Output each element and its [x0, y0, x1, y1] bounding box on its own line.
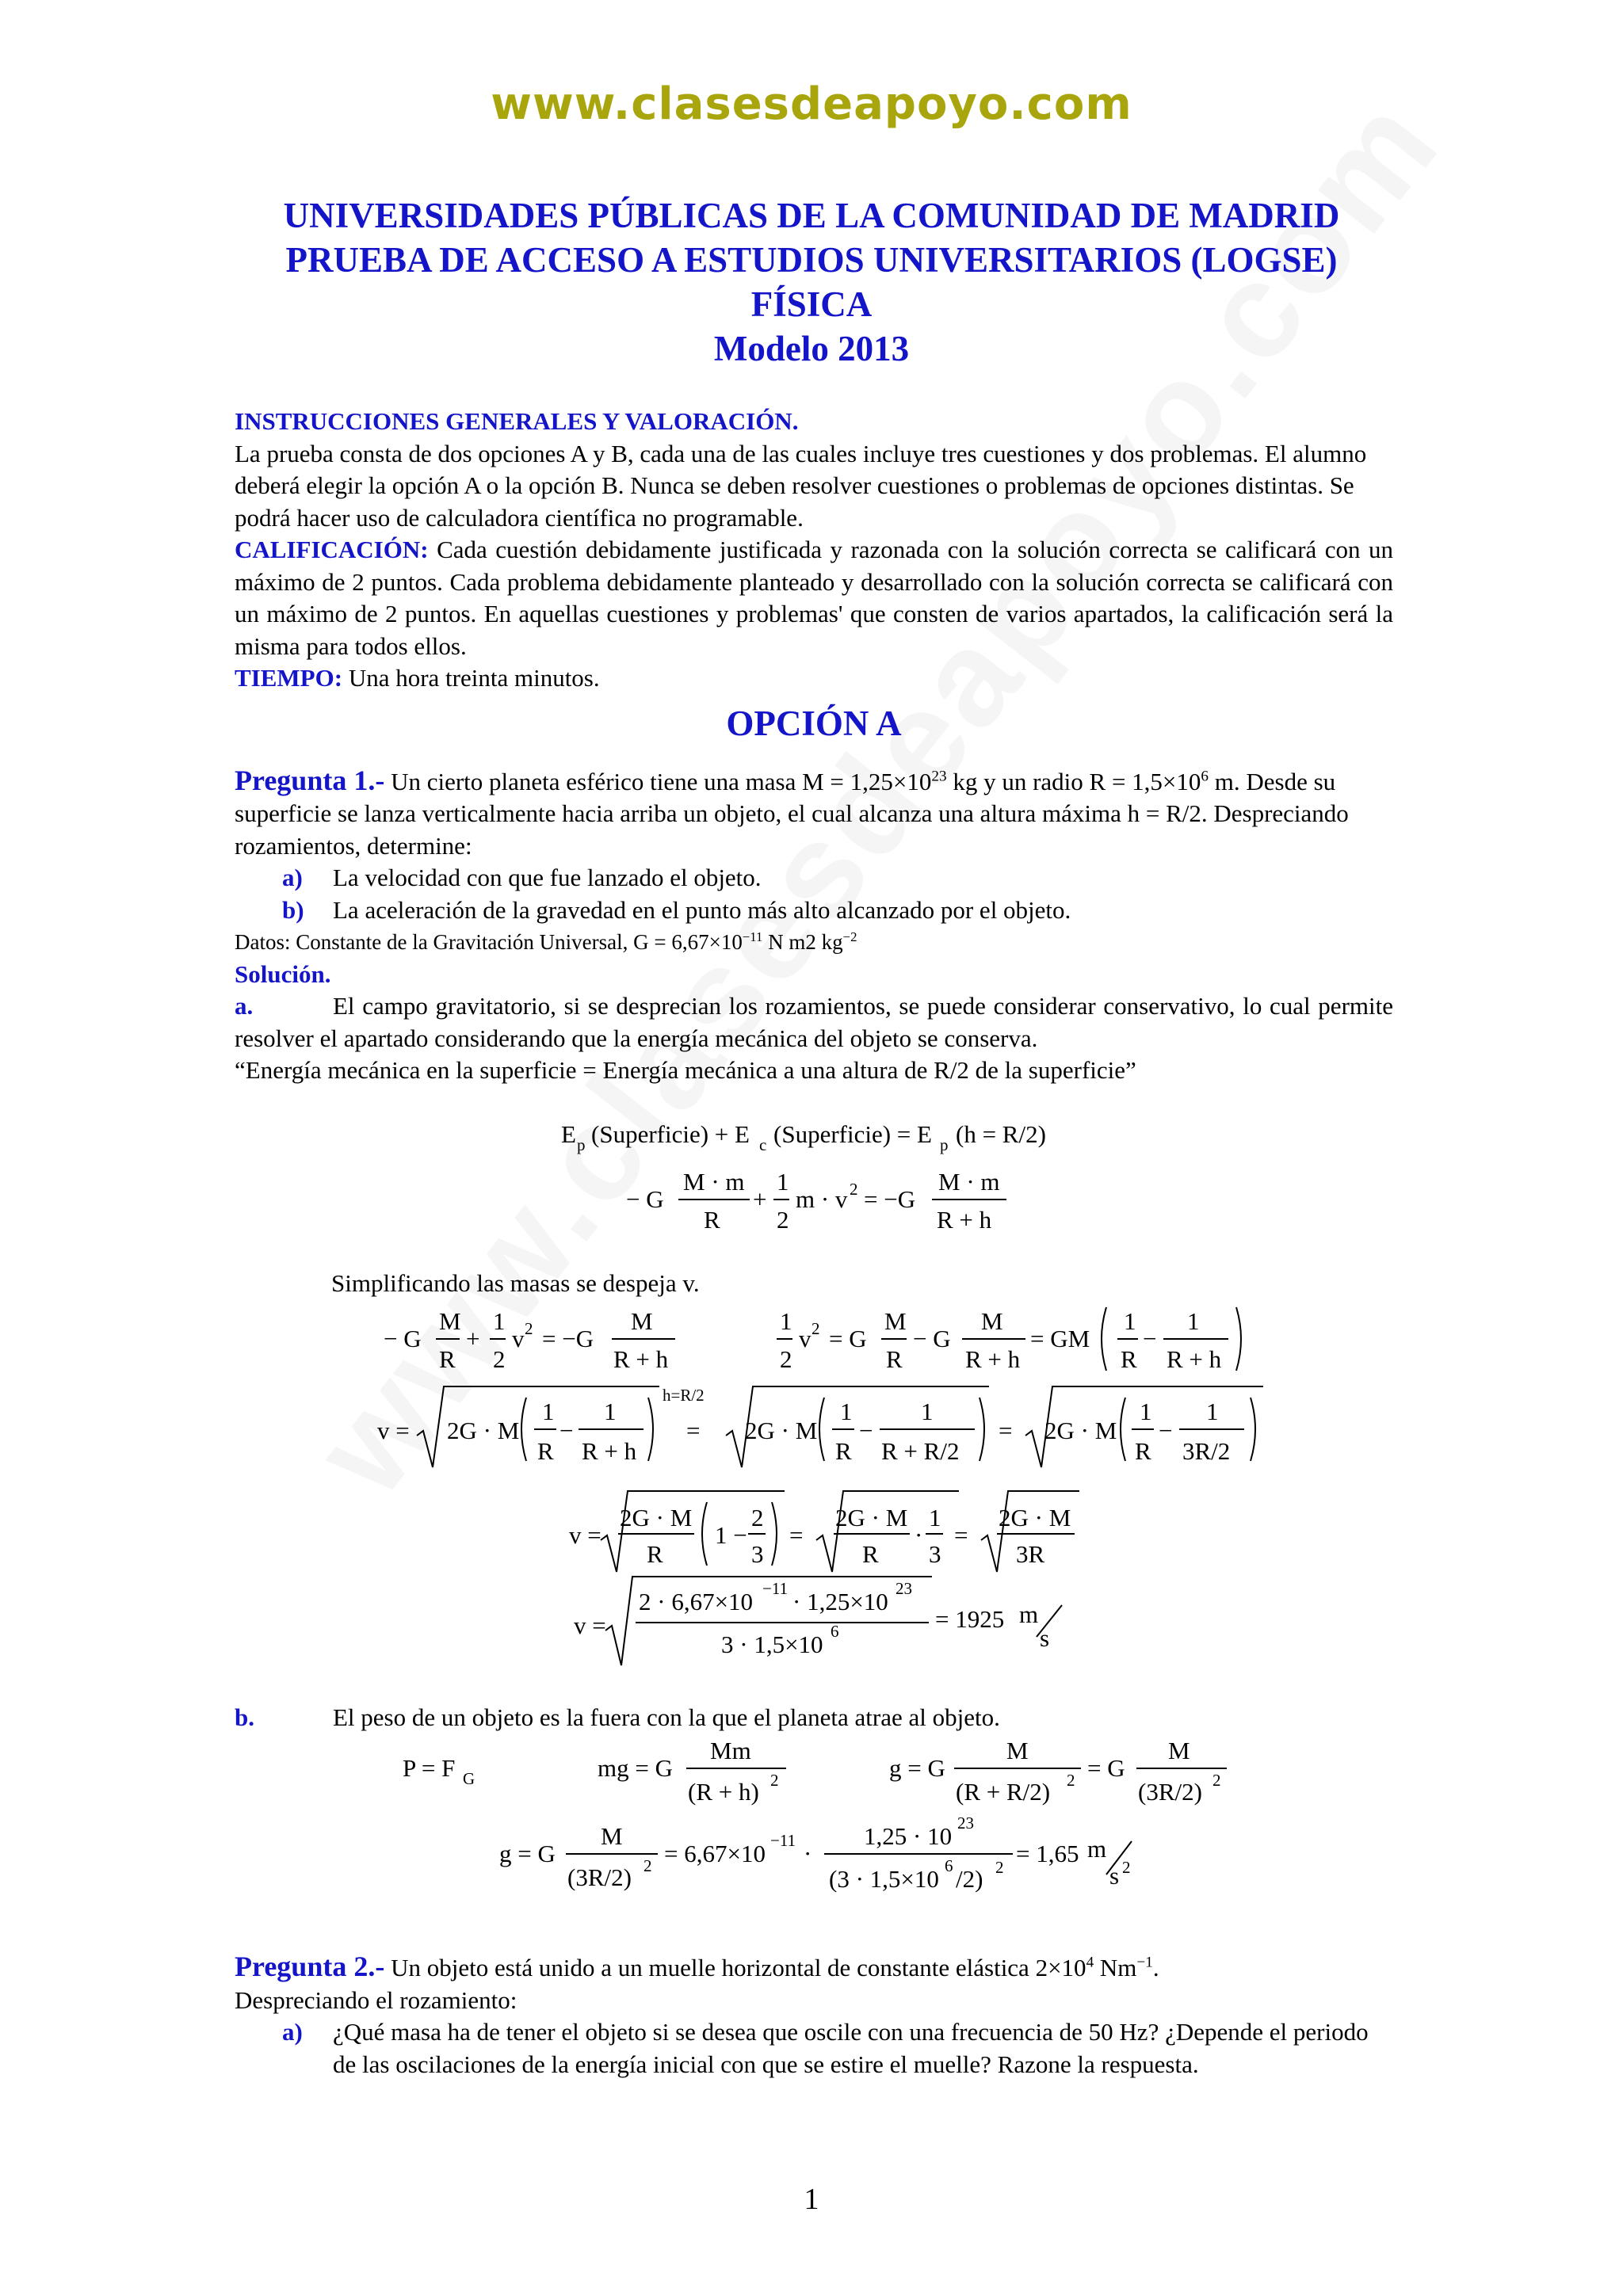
svg-text:= −G: = −G [542, 1325, 594, 1352]
svg-text:2: 2 [1067, 1771, 1075, 1790]
eq1-sub-p2: p [940, 1135, 949, 1154]
part-b-label: b) [282, 895, 304, 924]
svg-text:R + h: R + h [582, 1437, 637, 1465]
svg-text:R: R [439, 1345, 456, 1373]
simplificando-text: Simplificando las masas se despeja v. [331, 1269, 700, 1297]
svg-text:1: 1 [840, 1398, 853, 1425]
svg-text:=: = [789, 1521, 804, 1549]
svg-text:M: M [439, 1307, 461, 1335]
svg-text:2: 2 [812, 1319, 820, 1338]
unit-m: m [1019, 1600, 1039, 1628]
tiempo-text: Una hora treinta minutos. [348, 664, 600, 692]
calificacion-label: CALIFICACIÓN: [235, 536, 429, 563]
svg-text:2G · M: 2G · M [1044, 1417, 1117, 1444]
question-2-exp-2: −1 [1136, 1954, 1153, 1971]
svg-text:m · v: m · v [796, 1185, 848, 1213]
solucion-quote: “Energía mecánica en la superficie = Energía mecánica a una altura de R/2 de la superficie” [235, 1056, 1136, 1084]
svg-text:=: = [999, 1417, 1013, 1444]
svg-text:M: M [601, 1822, 623, 1850]
unit-s2: s [1109, 1862, 1120, 1890]
svg-text:+: + [466, 1325, 480, 1352]
svg-text:v: v [512, 1325, 525, 1352]
svg-text:R: R [537, 1437, 554, 1465]
svg-text:1: 1 [604, 1398, 617, 1425]
svg-text:G: G [463, 1769, 475, 1788]
equation-velocity-simplified [569, 1491, 1079, 1572]
h-eq-r2-label: h=R/2 [663, 1386, 705, 1405]
svg-text:R: R [835, 1437, 852, 1465]
svg-text:2G · M: 2G · M [745, 1417, 818, 1444]
solucion-b-text: El peso de un objeto es la fuera con la que el planeta atrae al objeto. [333, 1703, 1000, 1731]
question-2-text-1: Un objeto está unido a un muelle horizontal de constante elástica 2×10 [391, 1954, 1086, 1981]
equation-velocity-sqrt [377, 1386, 1263, 1467]
part-a-text: La velocidad con que fue lanzado el objeto. [333, 864, 762, 891]
eq1-E1: E [561, 1120, 576, 1148]
svg-text:R + h: R + h [965, 1345, 1021, 1373]
svg-text:3: 3 [751, 1540, 764, 1568]
svg-text:·: · [915, 1521, 923, 1549]
svg-text:M: M [1168, 1737, 1190, 1764]
svg-text:2: 2 [1212, 1771, 1221, 1790]
question-2-block [235, 1951, 1393, 2081]
svg-text:2: 2 [751, 1504, 764, 1531]
velocity-result: = 1925 [935, 1605, 1005, 1633]
title-line-2: PRUEBA DE ACCESO A ESTUDIOS UNIVERSITARIOS (LOGSE) [285, 240, 1338, 280]
question-1-text-1: Un cierto planeta esférico tiene una masa M = 1,25×10 [391, 767, 932, 795]
equation-simplified [384, 1307, 1241, 1373]
question-2-text-2: Nm [1094, 1954, 1137, 1981]
svg-text:(3 · 1,5×10: (3 · 1,5×10 [829, 1865, 939, 1893]
svg-text:6: 6 [831, 1622, 839, 1641]
svg-text:R: R [886, 1345, 903, 1373]
svg-text:= 6,67×10: = 6,67×10 [664, 1840, 766, 1867]
svg-text:R + h: R + h [613, 1345, 669, 1373]
svg-text:−: − [559, 1417, 574, 1444]
svg-text:2: 2 [995, 1858, 1004, 1877]
svg-text:= G: = G [1087, 1754, 1125, 1782]
title-line-3: FÍSICA [750, 284, 873, 324]
svg-text:= GM: = GM [1030, 1325, 1090, 1352]
svg-text:2: 2 [643, 1856, 652, 1875]
svg-text:M: M [884, 1307, 907, 1335]
question-1-text-3: m. Desde su superficie se lanza verticalmente hacia arriba un objeto, el cual alcanza una altura máxima h = R/2. Despreciando rozamientos, determine: [235, 767, 1349, 860]
svg-text:v =: v = [377, 1417, 410, 1444]
svg-text:v: v [799, 1325, 812, 1352]
question-2-exp-1: 4 [1086, 1954, 1094, 1971]
svg-text:R: R [704, 1206, 720, 1234]
svg-text:2: 2 [770, 1771, 779, 1790]
svg-text:2: 2 [777, 1206, 789, 1234]
svg-text:1: 1 [1187, 1307, 1200, 1335]
svg-text:M: M [981, 1307, 1003, 1335]
equation-gravity-numeric [499, 1814, 1132, 1893]
svg-text:1: 1 [1140, 1398, 1152, 1425]
question-1-text-2: kg y un radio R = 1,5×10 [946, 767, 1201, 795]
question-1-label: Pregunta 1.- [235, 764, 385, 796]
svg-text:·: · [804, 1840, 812, 1867]
svg-text:2G · M: 2G · M [999, 1504, 1071, 1531]
tiempo-label: TIEMPO: [235, 664, 343, 692]
svg-text:(3R/2): (3R/2) [567, 1863, 632, 1891]
svg-text:2G · M: 2G · M [620, 1504, 693, 1531]
svg-text:1 −: 1 − [715, 1521, 747, 1549]
site-url[interactable]: www.clasesdeapoyo.com [491, 78, 1132, 130]
svg-text:− G: − G [626, 1185, 664, 1213]
unit-m-2: m [1087, 1835, 1107, 1863]
question-2-label: Pregunta 2.- [235, 1951, 385, 1982]
q2-part-a-label: a) [282, 2018, 303, 2046]
svg-text:3R: 3R [1016, 1540, 1045, 1568]
question-2-part-a [235, 2016, 1393, 2081]
svg-text:23: 23 [957, 1814, 974, 1833]
unit-s: s [1040, 1624, 1050, 1652]
equation-velocity-numeric [574, 1577, 1062, 1665]
svg-text:−11: −11 [770, 1831, 796, 1850]
svg-text:g = G: g = G [499, 1840, 556, 1867]
svg-text:M · m: M · m [683, 1168, 745, 1196]
svg-text:1: 1 [929, 1504, 941, 1531]
svg-text:−: − [859, 1417, 873, 1444]
svg-text:(R + h): (R + h) [688, 1778, 759, 1806]
svg-text:2G · M: 2G · M [447, 1417, 520, 1444]
eq1-part-2: (Superficie) = E [773, 1120, 932, 1148]
svg-text:1: 1 [493, 1307, 506, 1335]
svg-text:R + h: R + h [1167, 1345, 1222, 1373]
svg-text:R: R [862, 1540, 879, 1568]
title-line-4: Modelo 2013 [713, 329, 910, 368]
question-2-text-4: Despreciando el rozamiento: [235, 1985, 517, 2014]
svg-text:g = G: g = G [889, 1754, 945, 1782]
q2-part-a-text: ¿Qué masa ha de tener el objeto si se desea que oscile con una frecuencia de 50 Hz? ¿Depende el periodo de las oscilaciones de la energía inicial con que se estire el muelle? Razone la respuesta. [333, 2018, 1369, 2078]
svg-text:= −G: = −G [864, 1185, 916, 1213]
svg-text:3R/2: 3R/2 [1182, 1437, 1231, 1465]
svg-text:· 1,25×10: · 1,25×10 [792, 1588, 888, 1615]
datos-text-2: N m2 kg [762, 930, 843, 954]
svg-text:M: M [1006, 1737, 1029, 1764]
question-2-text-3: . [1152, 1954, 1159, 1981]
solucion-b [235, 1702, 1393, 1734]
svg-text:1: 1 [780, 1307, 792, 1335]
svg-text:M: M [631, 1307, 653, 1335]
page-number: 1 [804, 2183, 819, 2216]
svg-text:2G · M: 2G · M [835, 1504, 908, 1531]
svg-text:6: 6 [945, 1856, 953, 1875]
svg-text:(3R/2): (3R/2) [1138, 1778, 1202, 1806]
svg-text:=: = [686, 1417, 701, 1444]
svg-text:= G: = G [829, 1325, 867, 1352]
svg-text:R: R [1121, 1345, 1137, 1373]
eq1-part-3: (h = R/2) [956, 1120, 1046, 1148]
equation-weight [403, 1737, 1227, 1806]
svg-text:1: 1 [1206, 1398, 1219, 1425]
datos-exp-2: −2 [842, 929, 857, 944]
svg-text:1: 1 [921, 1398, 934, 1425]
svg-text:1,25 · 10: 1,25 · 10 [864, 1822, 953, 1850]
datos-exp-1: −11 [742, 929, 763, 944]
solucion-label: Solución. [235, 959, 331, 988]
part-a-label: a) [282, 864, 303, 891]
solucion-a-label: a. [235, 992, 254, 1020]
opcion-heading: OPCIÓN A [726, 703, 902, 743]
svg-text:2: 2 [850, 1180, 858, 1199]
title-line-1: UNIVERSIDADES PÚBLICAS DE LA COMUNIDAD DE MADRID [283, 196, 1340, 235]
equation-energy-balance [561, 1120, 1046, 1154]
svg-text:M · m: M · m [938, 1168, 1000, 1196]
instructions-text: La prueba consta de dos opciones A y B, cada una de las cuales incluye tres cuestiones y dos problemas. El alumno deberá elegir la opción A o la opción B. Nunca se deben resolver cuestiones o problemas de opciones distintas. Se podrá hacer uso de calculadora científica no programable. [235, 439, 1367, 532]
svg-text:2: 2 [525, 1319, 533, 1338]
svg-text:− G: − G [384, 1325, 422, 1352]
eq1-sub-p: p [577, 1135, 586, 1154]
svg-text:v =: v = [574, 1611, 606, 1639]
svg-text:−: − [1159, 1417, 1173, 1444]
svg-text:1: 1 [542, 1398, 555, 1425]
svg-text:R + h: R + h [937, 1206, 992, 1234]
svg-text:2: 2 [1122, 1858, 1131, 1877]
svg-text:1: 1 [777, 1168, 789, 1196]
svg-text:=: = [954, 1521, 968, 1549]
gravity-result: = 1,65 [1016, 1840, 1079, 1867]
eq1-sub-c: c [759, 1135, 767, 1154]
svg-text:R: R [647, 1540, 663, 1568]
instructions-heading: INSTRUCCIONES GENERALES Y VALORACIÓN. [235, 407, 799, 435]
svg-text:−11: −11 [762, 1579, 789, 1598]
svg-text:23: 23 [896, 1579, 912, 1598]
svg-text:R: R [1135, 1437, 1151, 1465]
svg-text:Mm: Mm [710, 1737, 751, 1764]
calificacion-text: Cada cuestión debidamente justificada y razonada con la solución correcta se calificará con un máximo de 2 puntos. Cada problema debidamente planteado y desarrollado con la solución correcta se calificará con un máximo de 2 puntos. En aquellas cuestiones y problemas' que consten de varios apartados, la calificación será la misma para todos ellos. [235, 536, 1393, 660]
datos-text-1: Datos: Constante de la Gravitación Universal, G = 6,67×10 [235, 930, 743, 954]
svg-text:/2): /2) [956, 1865, 983, 1893]
eq1-part-1: (Superficie) + E [591, 1120, 750, 1148]
solucion-a-text: El campo gravitatorio, si se desprecian los rozamientos, se puede considerar conservativo, lo cual permite resolver el apartado considerando que la energía mecánica del objeto se conserva. [235, 992, 1393, 1052]
solucion-b-label: b. [235, 1703, 254, 1731]
svg-text:+: + [753, 1185, 767, 1213]
svg-text:(R + R/2): (R + R/2) [956, 1778, 1051, 1806]
svg-text:−: − [1143, 1325, 1157, 1352]
svg-text:mg = G: mg = G [598, 1754, 673, 1782]
svg-text:R + R/2: R + R/2 [881, 1437, 960, 1465]
svg-text:1: 1 [1124, 1307, 1136, 1335]
svg-text:2: 2 [493, 1345, 506, 1373]
svg-text:3: 3 [929, 1540, 941, 1568]
question-2 [235, 1951, 1393, 1985]
svg-text:2: 2 [780, 1345, 792, 1373]
svg-text:− G: − G [913, 1325, 951, 1352]
svg-text:P = F: P = F [403, 1754, 456, 1782]
question-1-exp-2: 6 [1201, 768, 1209, 785]
part-b-text: La aceleración de la gravedad en el punto más alto alcanzado por el objeto. [333, 895, 1071, 924]
svg-text:3 · 1,5×10: 3 · 1,5×10 [721, 1630, 823, 1658]
question-1-exp-1: 23 [931, 768, 947, 785]
svg-text:2 · 6,67×10: 2 · 6,67×10 [639, 1588, 754, 1615]
equation-energy-expanded [626, 1168, 1006, 1234]
svg-text:v =: v = [569, 1521, 601, 1549]
